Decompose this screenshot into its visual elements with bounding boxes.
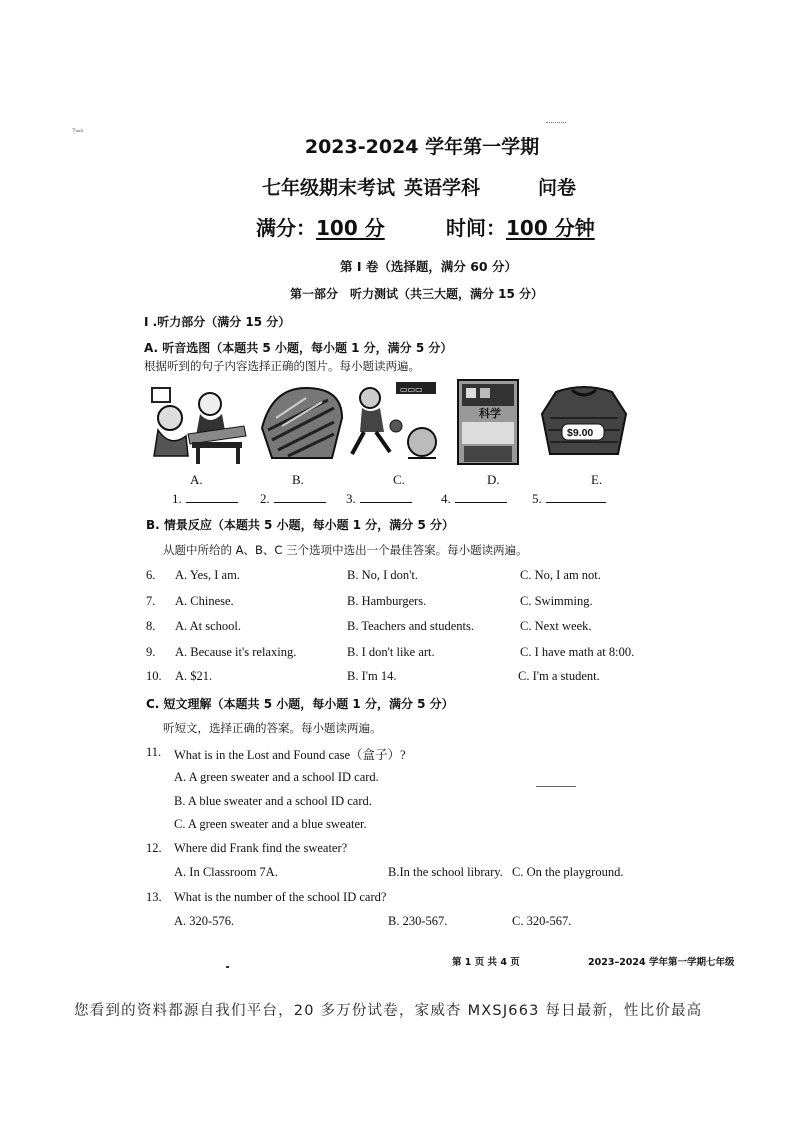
question-11-text: What is in the Lost and Found case（盒子）? bbox=[174, 748, 406, 762]
part-title: 第一部分 听力测试（共三大题，满分 15 分） bbox=[290, 287, 544, 301]
book-cover-text: 科学 bbox=[479, 407, 501, 420]
full-score: 满分：100 分 bbox=[256, 216, 385, 240]
question-11-number: 11. bbox=[146, 745, 162, 759]
option-b: B. I don't like art. bbox=[347, 645, 435, 659]
child-playing-ball-icon bbox=[346, 378, 438, 466]
platform-advert: 您看到的资料都源自我们平台，20 多万份试卷，家威杏 MXSJ663 每日最新，性比价最高 bbox=[74, 1003, 703, 1019]
question-11-option-c: C. A green sweater and a blue sweater. bbox=[174, 817, 367, 831]
question-11-option-a: A. A green sweater and a school ID card. bbox=[174, 770, 379, 784]
option-a: A. $21. bbox=[175, 669, 213, 683]
picture-b-bread bbox=[258, 378, 346, 466]
option-c: C. I'm a student. bbox=[518, 669, 600, 683]
answer-blank-4[interactable]: 4. bbox=[441, 490, 507, 507]
option-a: A. Chinese. bbox=[175, 594, 234, 608]
option-c: C. Next week. bbox=[520, 619, 592, 633]
volume-title: 第 I 卷（选择题，满分 60 分） bbox=[340, 259, 517, 274]
question-12-option-b: B.In the school library. bbox=[388, 865, 503, 879]
question-13-option-a: A. 320-576. bbox=[174, 914, 235, 928]
question-13-text: What is the number of the school ID card? bbox=[174, 890, 387, 904]
answer-blank-3[interactable]: 3. bbox=[346, 490, 412, 507]
section-a-instruction: 根据听到的句子内容选择正确的图片。每小题读两遍。 bbox=[144, 359, 420, 373]
picture-d-science-book bbox=[456, 378, 520, 466]
answer-blank-2[interactable]: 2. bbox=[260, 490, 326, 507]
scan-artifact bbox=[226, 966, 229, 968]
question-number: 8. bbox=[146, 619, 156, 633]
question-number: 9. bbox=[146, 645, 156, 659]
question-12-option-c: C. On the playground. bbox=[512, 865, 624, 879]
option-c: C. Swimming. bbox=[520, 594, 593, 608]
footer-exam-name: 2023–2024 学年第一学期七年级 bbox=[588, 957, 735, 968]
question-12-text: Where did Frank find the sweater? bbox=[174, 841, 348, 855]
option-b: B. No, I don't. bbox=[347, 568, 419, 582]
question-number: 6. bbox=[146, 568, 156, 582]
exam-grade: 七年级期末考试 bbox=[262, 177, 396, 199]
scan-artifact bbox=[536, 786, 576, 787]
exam-time: 时间：100 分钟 bbox=[446, 216, 595, 240]
picture-e-sweater bbox=[540, 378, 628, 466]
sweater-icon bbox=[540, 378, 628, 466]
question-13-number: 13. bbox=[146, 890, 162, 904]
question-11-option-b: B. A blue sweater and a school ID card. bbox=[174, 794, 372, 808]
answer-blank-5[interactable]: 5. bbox=[532, 490, 606, 507]
listening-heading: I .听力部分（满分 15 分） bbox=[144, 315, 291, 329]
svg-text:▭▭▭: ▭▭▭ bbox=[400, 385, 423, 394]
section-c-heading: C. 短文理解（本题共 5 小题，每小题 1 分，满分 5 分） bbox=[146, 697, 454, 711]
section-c-instruction: 听短文，选择正确的答案。每小题读两遍。 bbox=[163, 721, 382, 735]
picture-label-d: D. bbox=[487, 472, 500, 487]
section-b-instruction: 从题中所给的 A、B、C 三个选项中选出一个最佳答案。每小题读两遍。 bbox=[163, 543, 528, 557]
option-b: B. Hamburgers. bbox=[347, 594, 427, 608]
picture-label-a: A. bbox=[190, 472, 203, 487]
option-a: A. At school. bbox=[175, 619, 241, 633]
option-a: A. Because it's relaxing. bbox=[175, 645, 297, 659]
page-number: 第 1 页 共 4 页 bbox=[452, 957, 520, 968]
answer-blank-1[interactable]: 1. bbox=[172, 490, 238, 507]
picture-c-kid-ball bbox=[346, 378, 438, 466]
option-a: A. Yes, I am. bbox=[175, 568, 240, 582]
student-at-desk-icon bbox=[148, 378, 248, 466]
option-c: C. I have math at 8:00. bbox=[520, 645, 635, 659]
picture-label-c: C. bbox=[393, 472, 405, 487]
price-tag: $9.00 bbox=[567, 427, 594, 439]
question-number: 10. bbox=[146, 669, 162, 683]
science-book-icon bbox=[456, 378, 520, 466]
option-b: B. I'm 14. bbox=[347, 669, 397, 683]
question-13-option-b: B. 230-567. bbox=[388, 914, 448, 928]
question-12-number: 12. bbox=[146, 841, 162, 855]
question-12-option-a: A. In Classroom 7A. bbox=[174, 865, 278, 879]
bread-icon bbox=[258, 378, 346, 466]
picture-a-student-desk bbox=[148, 378, 248, 466]
picture-label-e: E. bbox=[591, 472, 603, 487]
section-a-heading: A. 听音选图（本题共 5 小题，每小题 1 分，满分 5 分） bbox=[144, 341, 453, 355]
option-c: C. No, I am not. bbox=[520, 568, 601, 582]
section-b-heading: B. 情景反应（本题共 5 小题，每小题 1 分，满分 5 分） bbox=[146, 518, 454, 532]
question-number: 7. bbox=[146, 594, 156, 608]
exam-title: 2023-2024 学年第一学期 bbox=[304, 136, 540, 158]
scan-artifact bbox=[546, 122, 566, 123]
corner-mark: ⁷⁼ˢ bbox=[72, 128, 84, 138]
option-b: B. Teachers and students. bbox=[347, 619, 474, 633]
picture-label-b: B. bbox=[292, 472, 304, 487]
question-13-option-c: C. 320-567. bbox=[512, 914, 572, 928]
exam-subject: 英语学科 bbox=[404, 177, 481, 199]
exam-type: 问卷 bbox=[538, 177, 577, 199]
